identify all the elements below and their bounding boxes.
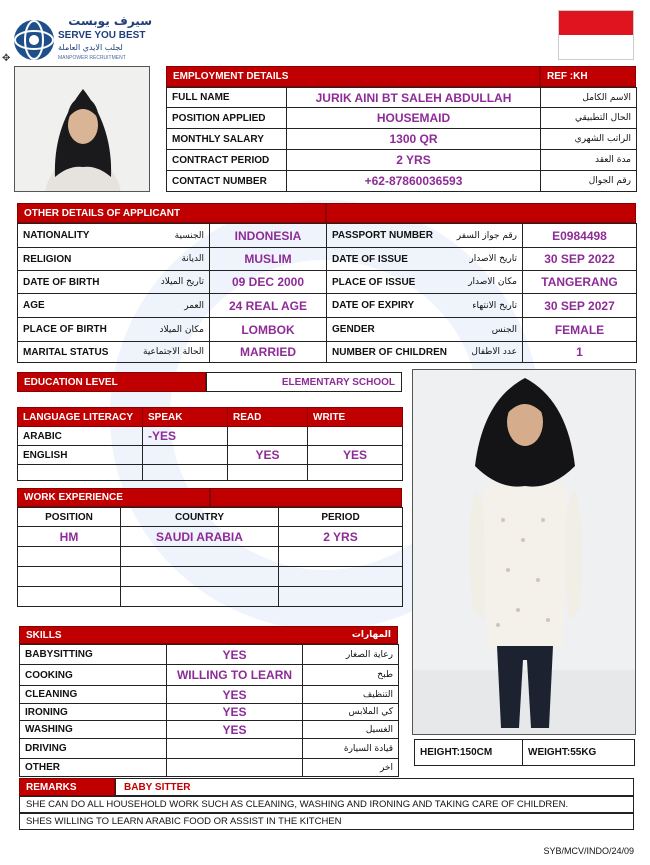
other-right-label-ar: الجنس xyxy=(491,324,517,335)
language-speak-value: -YES xyxy=(143,427,228,446)
work-column-header: COUNTRY xyxy=(121,508,279,527)
employment-field-value: 2 YRS xyxy=(287,150,541,171)
remarks-line-1: SHE CAN DO ALL HOUSEHOLD WORK SUCH AS CLEANING, WASHING AND IRONING AND TAKING CARE OF CHILDREN. xyxy=(19,796,634,813)
skills-table xyxy=(19,644,399,777)
employment-field-label-ar: الحال التطبيقي xyxy=(541,108,637,129)
work-period-value: 2 YRS xyxy=(279,527,403,547)
language-column-header: LANGUAGE LITERACY xyxy=(18,408,143,427)
work-column-header: POSITION xyxy=(18,508,121,527)
other-details-row xyxy=(18,294,637,318)
language-column-header: WRITE xyxy=(308,408,403,427)
work-experience-table xyxy=(17,507,403,607)
employment-field-label-ar: الراتب الشهري xyxy=(541,129,637,150)
other-left-label-ar: الحالة الاجتماعية xyxy=(143,347,204,357)
ref-code: REF :KH xyxy=(540,66,636,87)
employment-field-label: FULL NAME xyxy=(167,88,287,108)
skill-row xyxy=(20,704,399,721)
employment-field-label-ar: رقم الجوال xyxy=(541,171,637,192)
indonesia-flag xyxy=(558,10,634,60)
language-name: ENGLISH xyxy=(18,446,143,465)
skill-value: WILLING TO LEARN xyxy=(167,665,303,686)
other-right-label-ar: عدد الاطفال xyxy=(471,347,517,357)
skill-label: BABYSITTING xyxy=(20,645,167,665)
language-write-value xyxy=(308,427,403,446)
other-right-label: PLACE OF ISSUE xyxy=(332,276,416,288)
skill-row xyxy=(20,721,399,739)
skill-row xyxy=(20,686,399,704)
other-details-row xyxy=(18,248,637,271)
skill-value: YES xyxy=(167,721,303,739)
skill-value: YES xyxy=(167,686,303,704)
other-right-value: FEMALE xyxy=(523,318,637,342)
employment-row xyxy=(167,171,637,192)
move-handle-icon[interactable]: ✥ xyxy=(2,53,11,64)
brand-arabic-name: سيرف يوبست xyxy=(68,14,152,28)
globe-logo-icon xyxy=(12,18,56,62)
other-left-value: 24 REAL AGE xyxy=(210,294,327,318)
employment-row xyxy=(167,129,637,150)
employment-row xyxy=(167,150,637,171)
employment-field-label: CONTACT NUMBER xyxy=(167,171,287,192)
other-details-row xyxy=(18,224,637,248)
other-left-label: DATE OF BIRTH xyxy=(23,276,100,288)
language-write-value: YES xyxy=(308,446,403,465)
other-right-label-cell xyxy=(327,294,523,318)
other-right-label-ar: تاريخ الاصدار xyxy=(469,254,517,264)
other-left-label-ar: مكان الميلاد xyxy=(159,324,204,335)
language-column-header: SPEAK xyxy=(143,408,228,427)
applicant-full-body-photo xyxy=(412,369,636,735)
other-right-value: 1 xyxy=(523,342,637,363)
other-details-row xyxy=(18,271,637,294)
employment-field-label: CONTRACT PERIOD xyxy=(167,150,287,171)
employment-row xyxy=(167,108,637,129)
skill-value xyxy=(167,739,303,759)
skill-label-ar: اخر xyxy=(303,759,399,777)
other-details-table xyxy=(17,223,637,363)
other-left-value: INDONESIA xyxy=(210,224,327,248)
other-right-label-ar: تاريخ الانتهاء xyxy=(472,300,517,311)
other-left-label-cell xyxy=(18,318,210,342)
employment-field-label-ar: الاسم الكامل xyxy=(541,88,637,108)
other-details-header: OTHER DETAILS OF APPLICANT xyxy=(17,203,326,223)
other-right-label: NUMBER OF CHILDREN xyxy=(332,346,447,358)
skill-label: OTHER xyxy=(20,759,167,777)
skill-label-ar: الغسيل xyxy=(303,721,399,739)
other-right-label: GENDER xyxy=(332,324,375,335)
education-level-value: ELEMENTARY SCHOOL xyxy=(206,372,402,392)
employment-field-label: POSITION APPLIED xyxy=(167,108,287,129)
work-position-value: HM xyxy=(18,527,121,547)
height-value: HEIGHT:150CM xyxy=(415,740,523,766)
other-right-value: 30 SEP 2022 xyxy=(523,248,637,271)
employment-field-value: HOUSEMAID xyxy=(287,108,541,129)
skills-header xyxy=(19,626,398,644)
other-left-label-ar: الجنسية xyxy=(174,230,204,241)
other-right-value: TANGERANG xyxy=(523,271,637,294)
remarks-value: BABY SITTER xyxy=(115,778,634,796)
language-header-row xyxy=(18,408,403,427)
other-left-label-cell xyxy=(18,271,210,294)
other-details-row xyxy=(18,342,637,363)
brand-name: SERVE YOU BEST xyxy=(58,30,146,41)
brand-tagline: MANPOWER RECRUITMENT xyxy=(58,55,126,61)
other-right-label-cell xyxy=(327,248,523,271)
height-weight-table xyxy=(414,739,635,766)
other-left-label: PLACE OF BIRTH xyxy=(23,324,107,335)
other-right-label-ar: رقم جواز السفر xyxy=(456,230,517,241)
skills-title-ar: المهارات xyxy=(351,630,391,640)
work-empty-row xyxy=(18,567,403,587)
other-right-value: E0984498 xyxy=(523,224,637,248)
employment-row xyxy=(167,88,637,108)
other-right-value: 30 SEP 2027 xyxy=(523,294,637,318)
other-left-label-cell xyxy=(18,342,210,363)
brand-tagline-ar: لجلب الايدي العاملة xyxy=(58,43,123,52)
other-left-label-cell xyxy=(18,294,210,318)
employment-details-header: EMPLOYMENT DETAILS xyxy=(166,66,540,87)
skill-row xyxy=(20,665,399,686)
remarks-line-2: SHES WILLING TO LEARN ARABIC FOOD OR ASSIST IN THE KITCHEN xyxy=(19,813,634,830)
other-right-label-cell xyxy=(327,271,523,294)
company-logo xyxy=(12,14,152,64)
language-read-value: YES xyxy=(228,446,308,465)
other-left-label-ar: تاريخ الميلاد xyxy=(160,277,204,287)
language-literacy-table xyxy=(17,407,403,481)
skill-label-ar: التنظيف xyxy=(303,686,399,704)
skill-label-ar: كي الملابس xyxy=(303,704,399,721)
work-column-header-row xyxy=(18,508,403,527)
employment-field-label-ar: مدة العقد xyxy=(541,150,637,171)
language-row xyxy=(18,446,403,465)
language-empty-row xyxy=(18,465,403,481)
employment-details-table xyxy=(166,87,637,192)
other-left-label-ar: الديانة xyxy=(181,254,204,264)
employment-field-value: +62-87860036593 xyxy=(287,171,541,192)
other-right-label-ar: مكان الاصدار xyxy=(468,277,517,287)
work-experience-header-right xyxy=(210,488,402,507)
skill-label: IRONING xyxy=(20,704,167,721)
language-speak-value xyxy=(143,446,228,465)
other-right-label-cell xyxy=(327,318,523,342)
skill-label-ar: رعاية الصغار xyxy=(303,645,399,665)
work-column-header: PERIOD xyxy=(279,508,403,527)
skill-label-ar: قيادة السيارة xyxy=(303,739,399,759)
skill-label: COOKING xyxy=(20,665,167,686)
employment-field-value: 1300 QR xyxy=(287,129,541,150)
language-read-value xyxy=(228,427,308,446)
work-row xyxy=(18,527,403,547)
other-details-row xyxy=(18,318,637,342)
footer-reference-code: SYB/MCV/INDO/24/09 xyxy=(543,846,634,856)
skill-row xyxy=(20,759,399,777)
skill-label: DRIVING xyxy=(20,739,167,759)
other-left-label: NATIONALITY xyxy=(23,230,90,241)
language-name: ARABIC xyxy=(18,427,143,446)
skill-row xyxy=(20,739,399,759)
skill-label: WASHING xyxy=(20,721,167,739)
skill-value xyxy=(167,759,303,777)
other-details-header-right xyxy=(326,203,636,223)
employment-field-label: MONTHLY SALARY xyxy=(167,129,287,150)
other-left-value: LOMBOK xyxy=(210,318,327,342)
other-left-label-ar: العمر xyxy=(184,300,204,311)
other-right-label: DATE OF EXPIRY xyxy=(332,300,415,311)
applicant-portrait-photo xyxy=(14,66,150,192)
other-right-label-cell xyxy=(327,342,523,363)
work-empty-row xyxy=(18,547,403,567)
other-right-label-cell xyxy=(327,224,523,248)
skill-row xyxy=(20,645,399,665)
weight-value: WEIGHT:55KG xyxy=(523,740,635,766)
employment-field-value: JURIK AINI BT SALEH ABDULLAH xyxy=(287,88,541,108)
other-left-value: 09 DEC 2000 xyxy=(210,271,327,294)
other-left-value: MUSLIM xyxy=(210,248,327,271)
skill-value: YES xyxy=(167,704,303,721)
work-country-value: SAUDI ARABIA xyxy=(121,527,279,547)
language-row xyxy=(18,427,403,446)
skill-label: CLEANING xyxy=(20,686,167,704)
skill-value: YES xyxy=(167,645,303,665)
other-right-label: PASSPORT NUMBER xyxy=(332,230,433,241)
other-left-label: RELIGION xyxy=(23,253,72,265)
other-left-label: AGE xyxy=(23,300,45,311)
other-left-value: MARRIED xyxy=(210,342,327,363)
other-left-label: MARITAL STATUS xyxy=(23,346,109,358)
language-column-header: READ xyxy=(228,408,308,427)
work-experience-header: WORK EXPERIENCE xyxy=(17,488,210,507)
other-right-label: DATE OF ISSUE xyxy=(332,253,408,265)
education-level-label: EDUCATION LEVEL xyxy=(17,372,206,392)
other-left-label-cell xyxy=(18,224,210,248)
work-empty-row xyxy=(18,587,403,607)
skill-label-ar: طبخ xyxy=(303,665,399,686)
remarks-label: REMARKS xyxy=(19,778,115,796)
skills-title: SKILLS xyxy=(26,629,62,641)
other-left-label-cell xyxy=(18,248,210,271)
